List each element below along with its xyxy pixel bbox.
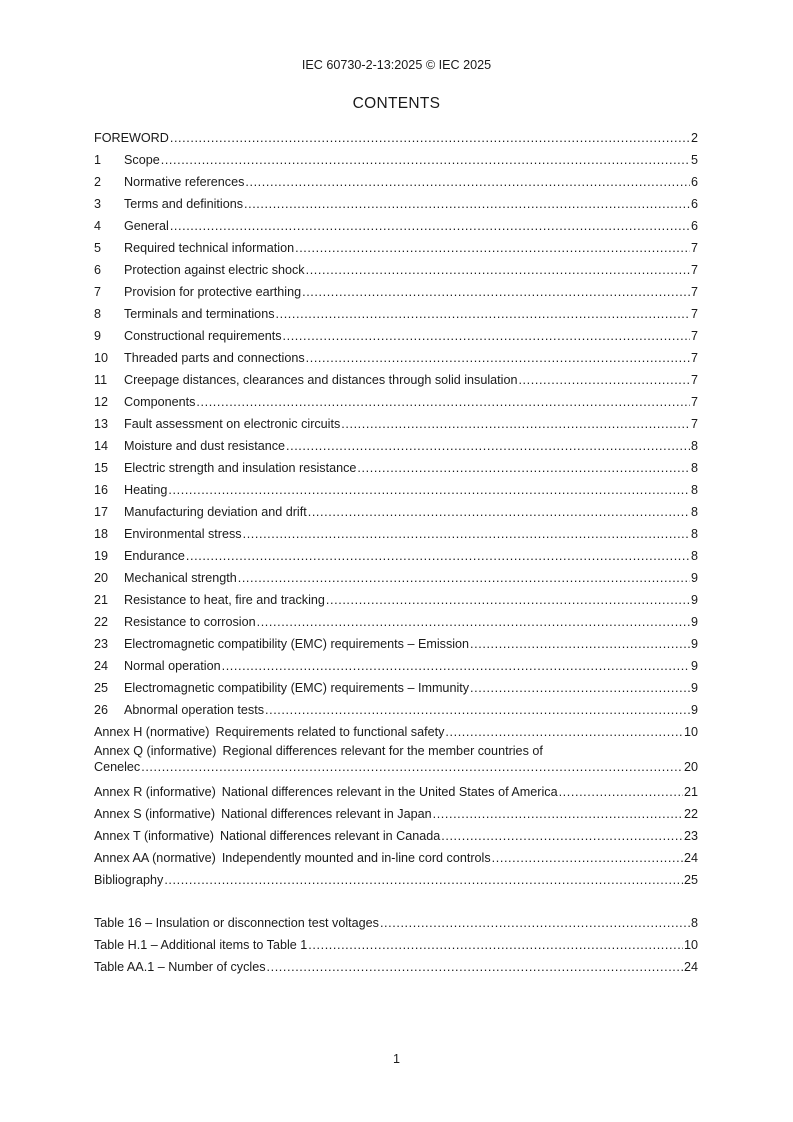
toc-annex-entry[interactable] [94,844,698,866]
dot-leader [286,438,690,454]
toc-page-number: 7 [690,241,698,255]
toc-label: Endurance [124,549,185,563]
toc-entry[interactable] [94,674,698,696]
toc-entry[interactable] [94,410,698,432]
toc-label: Environmental stress [124,527,242,541]
clause-number: 6 [94,263,102,277]
clause-number: 21 [94,593,109,607]
toc-label: General [124,219,169,233]
toc-entry[interactable] [94,498,698,520]
toc-label: Protection against electric shock [124,263,305,277]
toc-page-number: 8 [690,461,698,475]
toc-annex-entry[interactable] [94,718,698,740]
toc-page-number: 7 [690,395,698,409]
toc-page-number: 22 [683,807,698,821]
annex-id: Annex S (informative) [94,807,216,821]
clause-number: 4 [94,219,102,233]
toc-label: Threaded parts and connections [124,351,305,365]
annex-id: Annex Q (informative) [94,744,217,758]
clause-number: 2 [94,175,102,189]
clause-number: 3 [94,197,102,211]
toc-page-number: 7 [690,417,698,431]
toc-label: Provision for protective earthing [124,285,302,299]
toc-annex-entry[interactable] [94,740,698,778]
clause-number: 16 [94,483,109,497]
toc-page-number: 23 [683,829,698,843]
toc-entry[interactable] [94,432,698,454]
toc-label: Components [124,395,196,409]
toc-entry[interactable] [94,366,698,388]
toc-label: Abnormal operation tests [124,703,265,717]
dot-leader [433,806,683,822]
clause-number: 20 [94,571,109,585]
dot-leader [238,570,690,586]
clause-number: 17 [94,505,109,519]
toc-entry[interactable] [94,256,698,278]
toc-entry[interactable] [94,652,698,674]
dot-leader [283,328,690,344]
toc-label: Independently mounted and in-line cord controls [221,851,491,865]
toc-page-number: 7 [690,373,698,387]
annex-id: Annex R (informative) [94,785,216,799]
page-number: 1 [392,1052,400,1066]
toc-page-number: 7 [690,263,698,277]
dot-leader [308,504,690,520]
toc-page-number: 10 [683,938,698,952]
toc-page-number: 24 [683,960,698,974]
toc-page-number: 6 [690,197,698,211]
dot-leader [170,130,690,146]
dot-leader [441,828,683,844]
dot-leader [295,240,690,256]
dot-leader [341,416,690,432]
dot-leader [470,636,690,652]
clause-number: 1 [94,153,102,167]
clause-number: 18 [94,527,109,541]
dot-leader [243,526,690,542]
clause-number: 9 [94,329,102,343]
toc-label: National differences relevant in Canada [219,829,441,843]
toc-page-number: 9 [690,637,698,651]
toc-page-number: 9 [690,659,698,673]
toc-entry[interactable] [94,212,698,234]
toc-page-number: 9 [690,615,698,629]
toc-page-number: 9 [690,681,698,695]
dot-leader [306,262,690,278]
toc-page-number: 7 [690,307,698,321]
dot-leader [265,702,690,718]
dot-leader [161,152,690,168]
toc-label: Electromagnetic compatibility (EMC) requirements – Emission [124,637,470,651]
toc-entry[interactable] [94,190,698,212]
toc-table-entry[interactable] [94,909,698,931]
dot-leader [245,174,690,190]
toc-annex-entry[interactable] [94,800,698,822]
toc-entry[interactable] [94,608,698,630]
contents-title: CONTENTS [352,95,441,112]
toc-page-number: 8 [690,527,698,541]
dot-leader [141,759,683,775]
clause-number: 25 [94,681,109,695]
dot-leader [470,680,690,696]
dot-leader [257,614,690,630]
toc-entry[interactable] [94,586,698,608]
clause-number: 15 [94,461,109,475]
toc-page-number: 8 [690,549,698,563]
toc-label: Heating [124,483,168,497]
toc-entry[interactable] [94,234,698,256]
toc-page-number: 8 [690,439,698,453]
clause-number: 11 [94,373,108,387]
clause-number: 8 [94,307,102,321]
clause-number: 13 [94,417,109,431]
toc-entry[interactable] [94,520,698,542]
clause-number: 5 [94,241,102,255]
toc-page-number: 7 [690,351,698,365]
clause-number: 22 [94,615,109,629]
dot-leader [308,937,683,953]
toc-entry[interactable] [94,630,698,652]
toc-entry[interactable] [94,388,698,410]
annex-id: Annex H (normative) [94,725,210,739]
clause-number: 23 [94,637,109,651]
toc-label: Table H.1 – Additional items to Table 1 [94,938,308,952]
toc-label: Moisture and dust resistance [124,439,286,453]
toc-label: Manufacturing deviation and drift [124,505,307,519]
toc-label: Bibliography [94,873,164,887]
dot-leader [186,548,690,564]
toc-label-continuation: Cenelec [94,760,141,774]
toc-label: Terminals and terminations [124,307,275,321]
dot-leader [276,306,690,322]
toc-entry[interactable] [94,168,698,190]
toc-label: Scope [124,153,160,167]
toc-entry[interactable] [94,696,698,718]
clause-number: 26 [94,703,109,717]
dot-leader [267,959,683,975]
dot-leader [196,394,690,410]
toc-page-number: 24 [683,851,698,865]
toc-entry[interactable] [94,278,698,300]
toc-entry[interactable] [94,476,698,498]
dot-leader [492,850,683,866]
toc-page-number: 6 [690,175,698,189]
clause-number: 24 [94,659,109,673]
toc-label: Normative references [124,175,245,189]
toc-entry-bibliography[interactable] [94,866,698,888]
toc-label: Mechanical strength [124,571,237,585]
toc-page-number: 2 [690,131,698,145]
dot-leader [222,658,690,674]
clause-number: 7 [94,285,102,299]
clause-number: 10 [94,351,109,365]
dot-leader [170,218,690,234]
annex-id: Annex T (informative) [94,829,214,843]
dot-leader [559,784,683,800]
toc-page-number: 6 [690,219,698,233]
clause-number: 19 [94,549,109,563]
toc-entry[interactable] [94,454,698,476]
clause-number: 12 [94,395,109,409]
toc-label: Terms and definitions [124,197,244,211]
toc-label: National differences relevant in the United States of America [221,785,558,799]
toc-page-number: 7 [690,285,698,299]
toc-page-number: 8 [690,483,698,497]
clause-number: 14 [94,439,109,453]
annex-id: Annex AA (normative) [94,851,216,865]
table-of-contents [94,124,698,975]
toc-page-number: 10 [683,725,698,739]
toc-entry[interactable] [94,300,698,322]
toc-entry-foreword[interactable] [94,124,698,146]
section-gap [94,888,698,909]
toc-label: Electromagnetic compatibility (EMC) requirements – Immunity [124,681,470,695]
dot-leader [164,872,683,888]
toc-page-number: 5 [690,153,698,167]
dot-leader [244,196,690,212]
dot-leader [380,915,690,931]
toc-page-number: 8 [690,505,698,519]
toc-annex-entry[interactable] [94,822,698,844]
toc-label: Fault assessment on electronic circuits [124,417,341,431]
dot-leader [326,592,690,608]
toc-label: FOREWORD [94,131,169,145]
toc-label: Table AA.1 – Number of cycles [94,960,266,974]
toc-label: Constructional requirements [124,329,282,343]
toc-entry[interactable] [94,322,698,344]
toc-label: Resistance to corrosion [124,615,256,629]
toc-label: Normal operation [124,659,221,673]
toc-label: Regional differences relevant for the member countries of [222,744,543,758]
toc-page-number: 9 [690,571,698,585]
toc-page-number: 9 [690,703,698,717]
toc-entry[interactable] [94,542,698,564]
toc-label: National differences relevant in Japan [221,807,432,821]
toc-label: Requirements related to functional safety [215,725,445,739]
toc-page-number: 7 [690,329,698,343]
toc-page-number: 21 [683,785,698,799]
toc-annex-entry[interactable] [94,778,698,800]
toc-table-entry[interactable] [94,931,698,953]
dot-leader [302,284,690,300]
toc-entry[interactable] [94,344,698,366]
document-header: IEC 60730-2-13:2025 © IEC 2025 [301,58,492,72]
toc-label: Creepage distances, clearances and distances through solid insulation [124,373,518,387]
toc-label: Electric strength and insulation resistance [124,461,357,475]
toc-label: Table 16 – Insulation or disconnection test voltages [94,916,379,930]
toc-table-entry[interactable] [94,953,698,975]
dot-leader [518,372,690,388]
toc-label: Required technical information [124,241,295,255]
dot-leader [168,482,690,498]
toc-entry[interactable] [94,564,698,586]
toc-entry[interactable] [94,146,698,168]
toc-label: Resistance to heat, fire and tracking [124,593,325,607]
dot-leader [445,724,683,740]
dot-leader [357,460,690,476]
dot-leader [306,350,690,366]
toc-page-number: 25 [683,873,698,887]
toc-page-number: 20 [683,760,698,774]
toc-page-number: 9 [690,593,698,607]
toc-page-number: 8 [690,916,698,930]
